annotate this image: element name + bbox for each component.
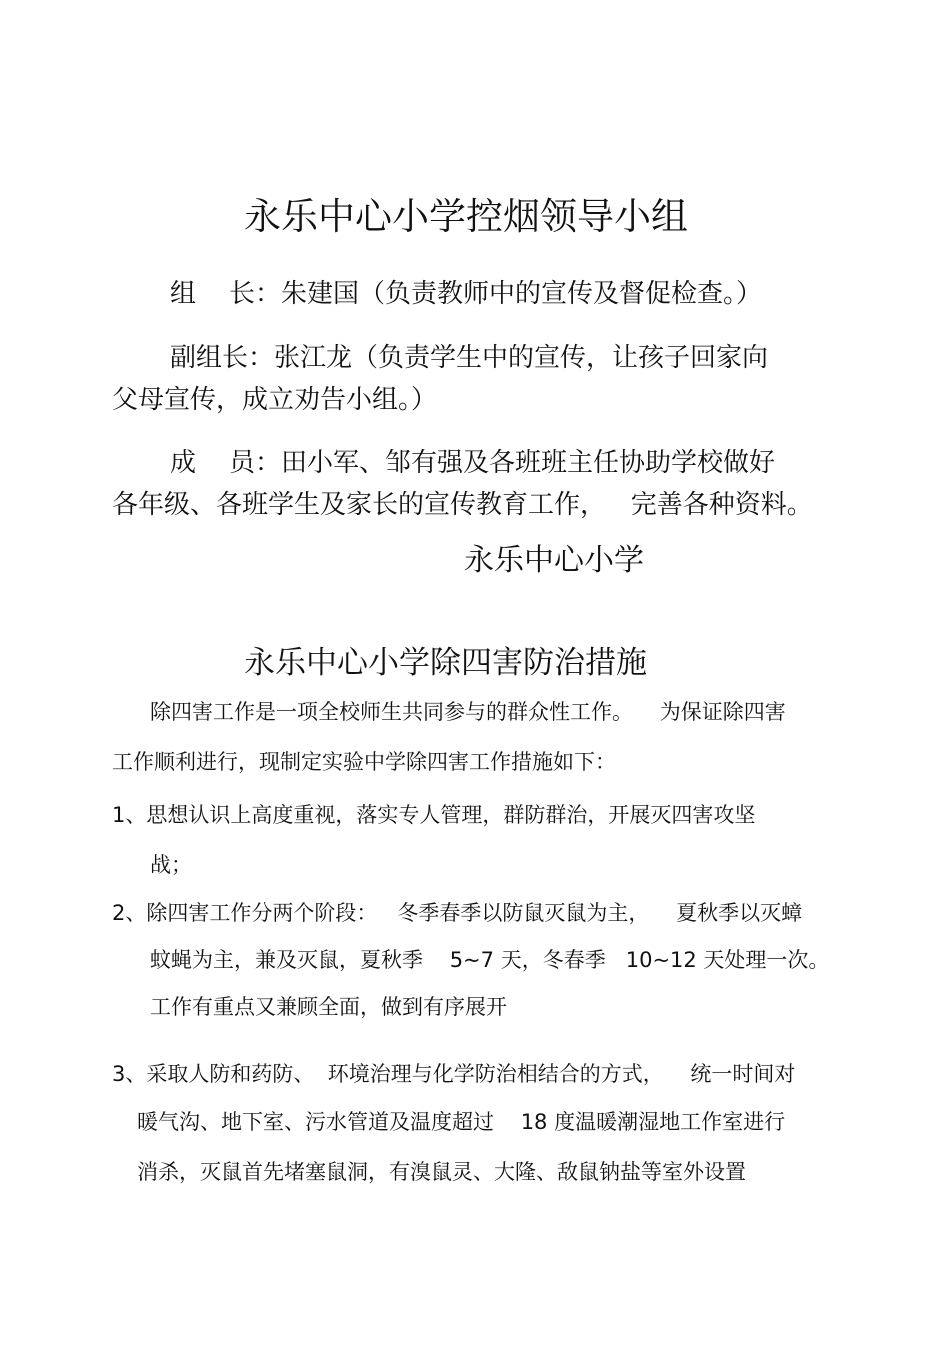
item3-line-2: 暖气沟、地下室、污水管道及温度超过 18 度温暖潮湿地工作室进行 — [137, 1110, 786, 1134]
members-line-1: 成 员：田小军、邹有强及各班班主任协助学校做好 — [170, 448, 776, 478]
leadership-title: 永乐中心小学控烟领导小组 — [244, 195, 688, 238]
intro-line-2: 工作顺利进行，现制定实验中学除四害工作措施如下： — [112, 750, 616, 774]
signature: 永乐中心小学 — [464, 543, 644, 578]
item2-line-3: 工作有重点又兼顾全面，做到有序展开 — [150, 995, 507, 1019]
item1-line-2: 战； — [150, 853, 192, 877]
leader-line: 组 长：朱建国（负责教师中的宣传及督促检查。） — [170, 279, 763, 309]
pest-control-title: 永乐中心小学除四害防治措施 — [244, 645, 647, 681]
item1-line-1: 1、思想认识上高度重视，落实专人管理，群防群治，开展灭四害攻坚 — [112, 803, 756, 827]
members-line-2: 各年级、各班学生及家长的宣传教育工作， 完善各种资料。 — [112, 490, 813, 520]
item3-line-1: 3、采取人防和药防、 环境治理与化学防治相结合的方式， 统一时间对 — [112, 1062, 796, 1086]
item2-line-2: 蚊蝇为主，兼及灭鼠，夏秋季 5~7 天，冬春季 10~12 天处理一次。 — [150, 948, 830, 972]
deputy-line-1: 副组长：张江龙（负责学生中的宣传，让孩子回家向 — [170, 343, 769, 373]
deputy-line-2: 父母宣传，成立劝告小组。） — [112, 385, 438, 415]
item3-line-3: 消杀，灭鼠首先堵塞鼠洞，有溴鼠灵、大隆、敌鼠钠盐等室外设置 — [137, 1160, 746, 1184]
intro-line-1: 除四害工作是一项全校师生共同参与的群众性工作。 为保证除四害 — [150, 700, 786, 724]
item2-line-1: 2、除四害工作分两个阶段： 冬季春季以防鼠灭鼠为主， 夏秋季以灭蟑 — [112, 901, 803, 925]
